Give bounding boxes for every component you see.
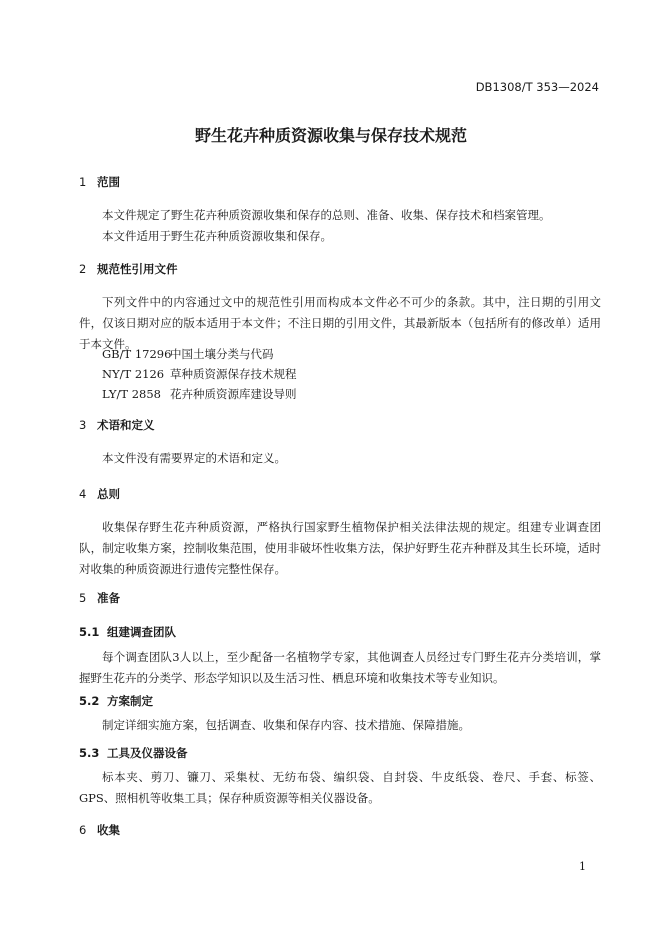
- page-number: 1: [579, 860, 586, 873]
- reference-item: [102, 346, 274, 362]
- section-number: 6: [79, 823, 87, 837]
- section-title: 范围: [97, 175, 120, 189]
- section-1-body: [79, 205, 601, 247]
- section-number: 3: [79, 418, 87, 432]
- subsection-5-3-body: [79, 767, 601, 809]
- paragraph: 标本夹、剪刀、镰刀、采集杖、无纺布袋、编织袋、自封袋、牛皮纸袋、卷尺、手套、标签、GPS、照相机等收集工具；保存种质资源等相关仪器设备。: [79, 770, 601, 805]
- section-title: 术语和定义: [97, 418, 155, 432]
- section-1-heading: [79, 174, 120, 190]
- paragraph: 本文件规定了野生花卉种质资源收集和保存的总则、准备、收集、保存技术和档案管理。: [102, 208, 551, 222]
- subsection-5-3-heading: [79, 745, 188, 761]
- reference-name: 中国土壤分类与代码: [170, 347, 274, 361]
- section-title: 总则: [97, 487, 120, 501]
- document-number: DB1308/T 353—2024: [475, 80, 599, 94]
- reference-name: 草种质资源保存技术规程: [170, 367, 297, 381]
- section-4-body: [79, 517, 601, 580]
- reference-name: 花卉种质资源库建设导则: [170, 387, 297, 401]
- subsection-number: 5.3: [79, 746, 100, 760]
- section-4-heading: [79, 486, 120, 502]
- subsection-number: 5.2: [79, 694, 100, 708]
- section-3-body: [79, 448, 601, 469]
- section-title: 准备: [97, 591, 120, 605]
- subsection-number: 5.1: [79, 625, 100, 639]
- reference-code: NY/T 2126: [102, 367, 165, 381]
- paragraph: 本文件适用于野生花卉种质资源收集和保存。: [102, 229, 332, 243]
- reference-item: [102, 366, 297, 382]
- section-3-heading: [79, 417, 155, 433]
- section-5-heading: [79, 590, 120, 606]
- subsection-title: 组建调查团队: [107, 625, 176, 639]
- reference-code: LY/T 2858: [102, 387, 161, 401]
- subsection-title: 工具及仪器设备: [107, 746, 188, 760]
- section-number: 2: [79, 262, 87, 276]
- section-2-heading: [79, 261, 178, 277]
- subsection-5-2-heading: [79, 693, 153, 709]
- subsection-title: 方案制定: [107, 694, 153, 708]
- section-number: 1: [79, 175, 87, 189]
- section-number: 5: [79, 591, 87, 605]
- subsection-5-1-heading: [79, 624, 176, 640]
- paragraph: 每个调查团队3人以上，至少配备一名植物学专家，其他调查人员经过专门野生花卉分类培训，掌握野生花卉的分类学、形态学知识以及生活习性、栖息环境和收集技术等专业知识。: [79, 650, 601, 685]
- paragraph: 下列文件中的内容通过文中的规范性引用而构成本文件必不可少的条款。其中，注日期的引用文件，仅该日期对应的版本适用于本文件；不注日期的引用文件，其最新版本（包括所有的修改单）适用于本文件。: [79, 295, 601, 351]
- section-6-heading: [79, 822, 120, 838]
- subsection-5-1-body: [79, 647, 601, 689]
- document-title: 野生花卉种质资源收集与保存技术规范: [194, 126, 467, 145]
- paragraph: 本文件没有需要界定的术语和定义。: [102, 451, 286, 465]
- reference-code: GB/T 17296: [102, 347, 172, 361]
- paragraph: 制定详细实施方案，包括调查、收集和保存内容、技术措施、保障措施。: [102, 718, 470, 732]
- subsection-5-2-body: [79, 715, 601, 736]
- paragraph: 收集保存野生花卉种质资源，严格执行国家野生植物保护相关法律法规的规定。组建专业调查团队，制定收集方案，控制收集范围，使用非破坏性收集方法，保护好野生花卉种群及其生长环境，适时对收集的种质资源进行遗传完整性保存。: [79, 520, 601, 576]
- section-title: 收集: [97, 823, 120, 837]
- section-number: 4: [79, 487, 87, 501]
- reference-item: [102, 386, 297, 402]
- section-title: 规范性引用文件: [97, 262, 178, 276]
